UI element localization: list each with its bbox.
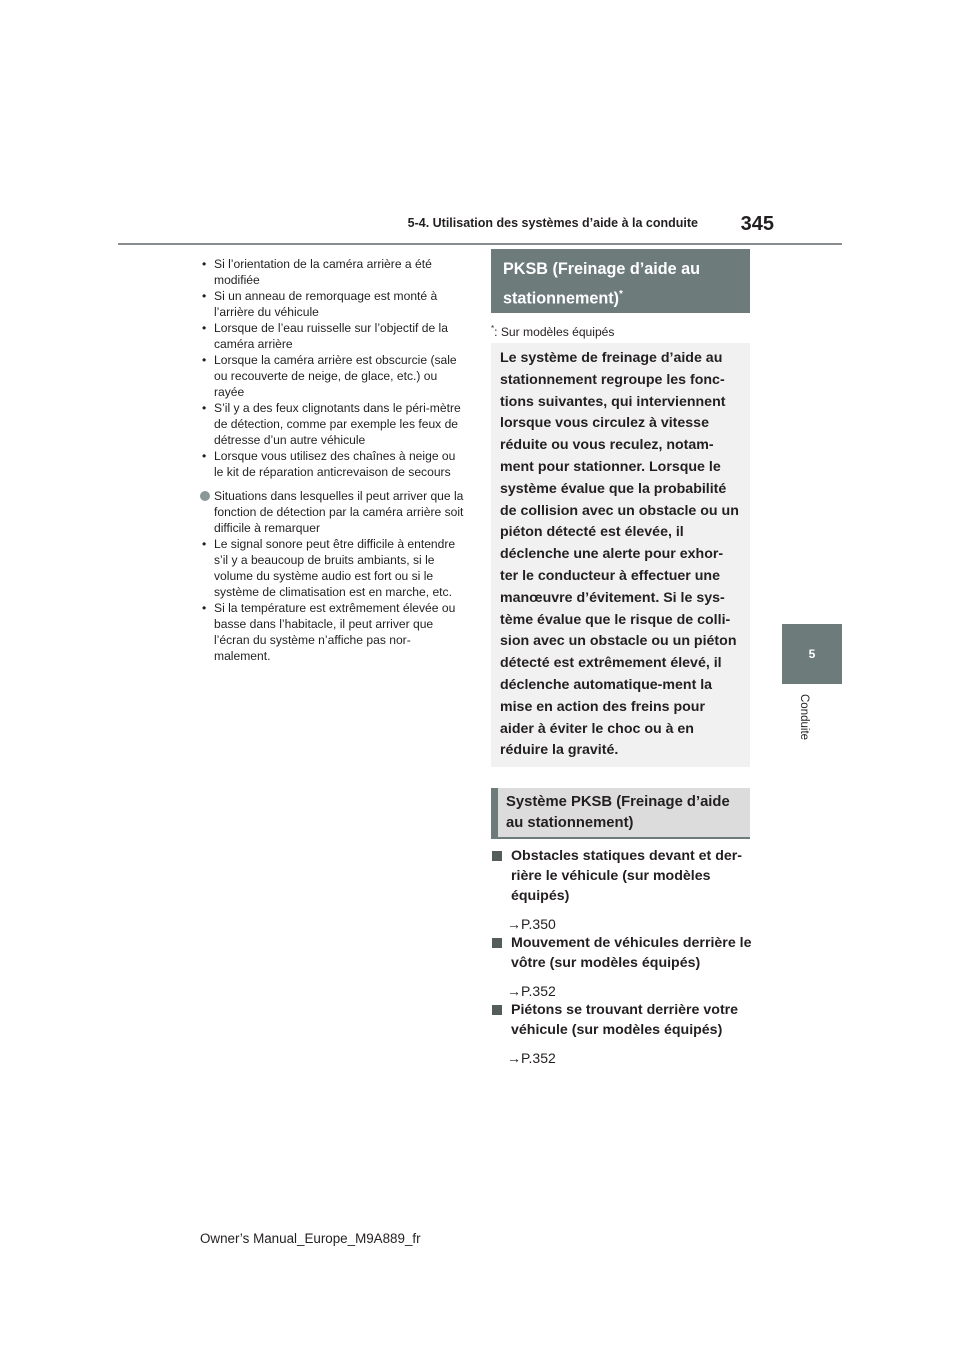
footnote-marker: * xyxy=(619,289,623,300)
list-item: • Si l’orientation de la caméra arrière a été modifiée xyxy=(200,256,466,288)
sub-item-heading-text: Obstacles statiques devant et der-rière le véhicule (sur modèles équipés) xyxy=(511,848,743,904)
section-title-line1: PKSB (Freinage d’aide au xyxy=(503,260,700,278)
subsection-heading-text: Système PKSB (Freinage d’aide au stationnement) xyxy=(506,794,730,831)
sub-item-heading-text: Mouvement de véhicules derrière le vôtre (sur modèles équipés) xyxy=(511,935,752,971)
sub-item-static-obstacles xyxy=(491,846,753,932)
header-section-title: 5-4. Utilisation des systèmes d’aide à la conduite xyxy=(407,216,698,230)
section-title-line2 xyxy=(503,282,738,311)
intro-box xyxy=(491,343,750,767)
page-reference-link[interactable]: →P.350 xyxy=(507,916,556,932)
section-title-box xyxy=(491,249,750,313)
list-item: • Lorsque de l’eau ruisselle sur l’objectif de la caméra arrière xyxy=(200,320,466,352)
sub-item-heading xyxy=(491,933,753,973)
list-item: • Si la température est extrêmement élevée ou basse dans l’habitacle, il peut arriver que l’écran du système n’affiche pas nor-malement. xyxy=(200,600,466,664)
list-item: • Lorsque la caméra arrière est obscurcie (sale ou recouverte de neige, de glace, etc.) ou rayée xyxy=(200,352,466,400)
sub-item-heading xyxy=(491,1000,753,1040)
sub-item-pedestrians xyxy=(491,1000,753,1066)
circle-item-text: Situations dans lesquelles il peut arriver que la fonction de détection par la caméra arrière soit difficile à remarquer xyxy=(214,489,464,535)
circle-bullet-icon xyxy=(200,491,210,501)
list-item: • S’il y a des feux clignotants dans le péri-mètre de détection, comme par exemple les feux de détresse d’un autre véhicule xyxy=(200,400,466,448)
page-reference-link[interactable]: →P.352 xyxy=(507,1050,556,1066)
page-footer: Owner’s Manual_Europe_M9A889_fr xyxy=(200,1231,421,1246)
footnote xyxy=(491,324,751,339)
page-number: 345 xyxy=(740,213,774,235)
section-title-text: stationnement) xyxy=(503,289,620,308)
bullet-list-top xyxy=(200,256,466,480)
subsection-heading xyxy=(491,788,750,839)
list-item: • Si un anneau de remorquage est monté à l’arrière du véhicule xyxy=(200,288,466,320)
list-item: • Le signal sonore peut être difficile à entendre s’il y a beaucoup de bruits ambiants, si le volume du système audio est fort ou si le système de climatisation est en marche, etc. xyxy=(200,536,466,600)
sub-item-heading-text: Piétons se trouvant derrière votre véhicule (sur modèles équipés) xyxy=(511,1002,739,1038)
bullet-list-bottom xyxy=(200,536,466,664)
list-item: • Lorsque vous utilisez des chaînes à neige ou le kit de réparation anticrevaison de secours xyxy=(200,448,466,480)
footnote-mark: * xyxy=(491,324,495,333)
header-rule xyxy=(118,243,842,245)
circle-bullet-item xyxy=(200,488,466,536)
square-bullet-icon xyxy=(492,1005,502,1015)
sub-item-moving-vehicles xyxy=(491,933,753,999)
chapter-label: Conduite xyxy=(798,694,810,741)
chapter-number: 5 xyxy=(808,647,816,661)
square-bullet-icon xyxy=(492,938,502,948)
chapter-tab[interactable] xyxy=(782,624,842,684)
sub-item-heading xyxy=(491,846,753,906)
left-column xyxy=(200,256,466,672)
footnote-text: : Sur modèles équipés xyxy=(494,325,615,340)
intro-text: Le système de freinage d’aide au stationnement regroupe les fonc-tions suivantes, qui interviennent lorsque vous circulez à vitesse réduite ou vous reculez, notam-ment pour stationner. Lorsque le système évalue que la probabilité de collision avec un obstacle ou un piéton détecté est élevée, il déclenche une alerte pour exhor-ter le conducteur à effectuer une manœuvre d’évitement. Si le sys-tème évalue que le risque de colli-sion avec un obstacle ou un piéton détecté est extrêmement élevé, il déclenche automatique-ment la mise en action des freins pour aider à éviter le choc ou à en réduire la gravité. xyxy=(500,350,739,759)
page-reference-link[interactable]: →P.352 xyxy=(507,983,556,999)
square-bullet-icon xyxy=(492,851,502,861)
